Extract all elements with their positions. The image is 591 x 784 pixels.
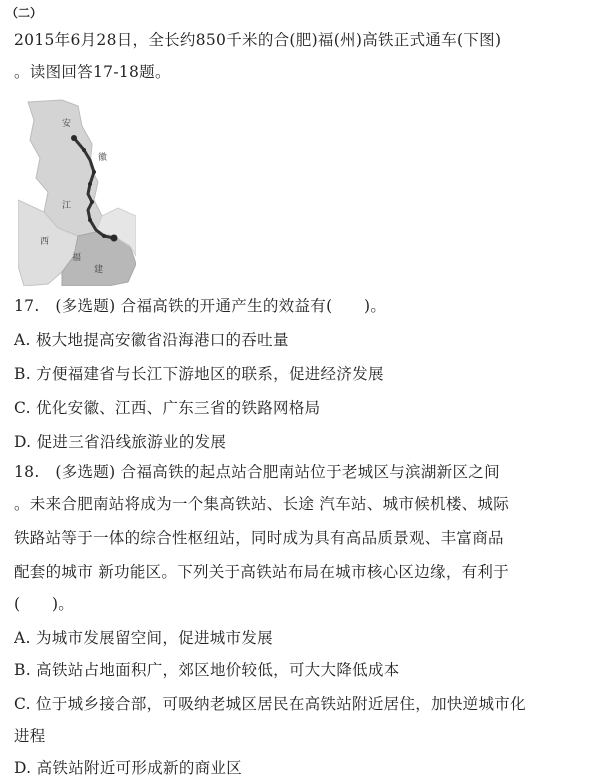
map-label-fu: 福 xyxy=(72,253,82,263)
section-label: （二） xyxy=(6,6,43,20)
q17-stem: 17. (多选题) 合福高铁的开通产生的效益有( )。 xyxy=(14,297,387,315)
q18-stem-line-3: 铁路站等于一体的综合性枢纽站，同时成为具有高品质景观、丰富商品 xyxy=(14,529,504,547)
railway-map xyxy=(18,96,136,286)
q17-option-d: D. 促进三省沿线旅游业的发展 xyxy=(14,433,227,451)
q17-option-b: B. 方便福建省与长江下游地区的联系，促进经济发展 xyxy=(14,365,384,383)
map-label-jian: 建 xyxy=(94,265,104,275)
q18-stem-line-2: 。未来合肥南站将成为一个集高铁站、长途 汽车站、城市候机楼、城际 xyxy=(14,495,510,513)
station-4 xyxy=(90,200,94,204)
map-label-an: 安 xyxy=(62,119,72,129)
q18-option-b: B. 高铁站占地面积广，郊区地价较低，可大大降低成本 xyxy=(14,661,400,679)
station-hefei xyxy=(71,135,77,141)
intro-line-2: 。读图回答17-18题。 xyxy=(14,63,171,81)
intro-line-1: 2015年6月28日，全长约850千米的合(肥)福(州)高铁正式通车(下图) xyxy=(14,31,502,49)
map-label-xi: 西 xyxy=(40,237,50,247)
q18-stem-line-4: 配套的城市 新功能区。下列关于高铁站布局在城市核心区边缘，有利于 xyxy=(14,563,510,581)
map-label-hui: 徽 xyxy=(98,153,108,163)
station-2 xyxy=(92,170,96,174)
q18-stem-line-5: ( )。 xyxy=(14,595,75,613)
station-3 xyxy=(88,182,92,186)
q18-option-d: D. 高铁站附近可形成新的商业区 xyxy=(14,759,243,777)
station-1 xyxy=(82,148,86,152)
q17-option-a: A. 极大地提高安徽省沿海港口的吞吐量 xyxy=(14,331,289,349)
station-6 xyxy=(102,234,106,238)
q18-option-a: A. 为城市发展留空间，促进城市发展 xyxy=(14,629,273,647)
q18-option-c: C. 位于城乡接合部，可吸纳老城区居民在高铁站附近居住，加快逆城市化 xyxy=(14,695,526,713)
q17-option-c: C. 优化安徽、江西、广东三省的铁路网格局 xyxy=(14,399,321,417)
q18-stem-line-1: 18. (多选题) 合福高铁的起点站合肥南站位于老城区与滨湖新区之间 xyxy=(14,463,500,481)
q18-option-c-continued: 进程 xyxy=(14,727,46,745)
station-5 xyxy=(88,218,92,222)
map-label-jiang: 江 xyxy=(62,201,72,211)
station-fuzhou xyxy=(111,235,118,242)
